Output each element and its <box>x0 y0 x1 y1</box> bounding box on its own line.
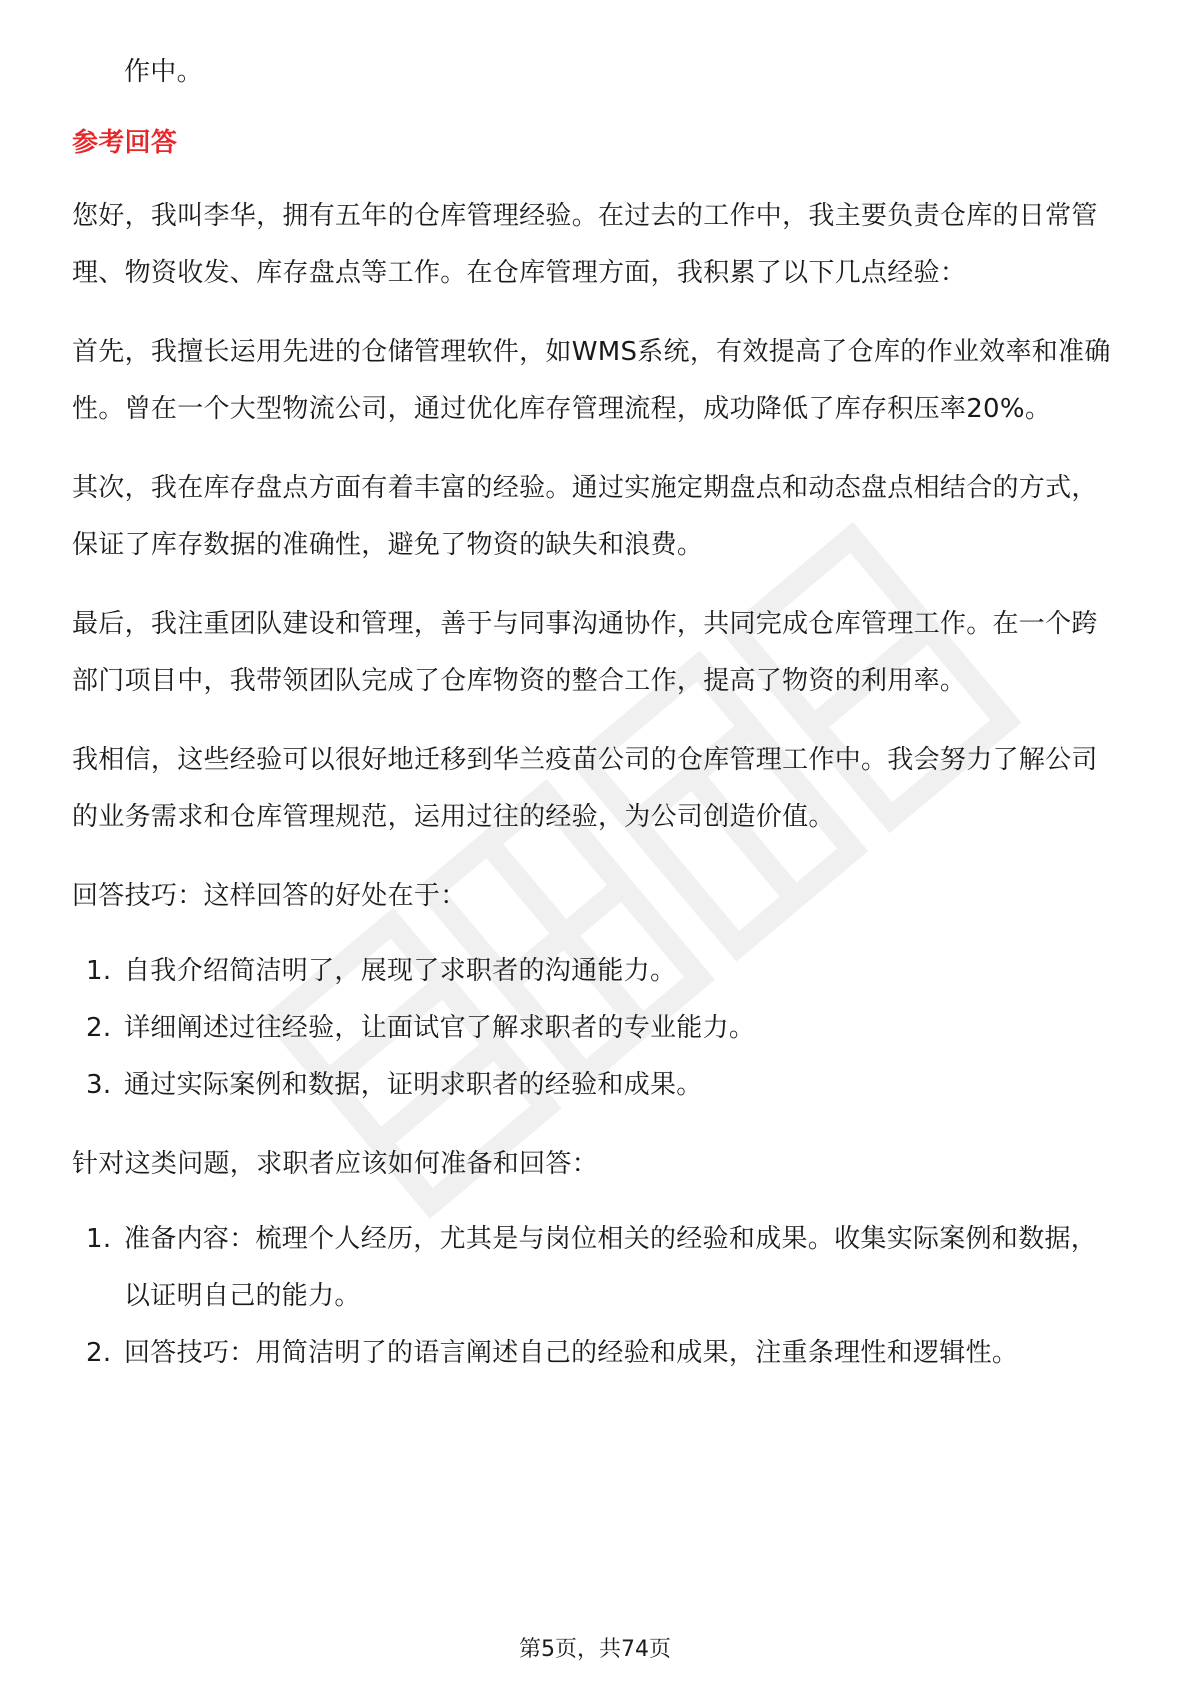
list-number: 3. <box>86 1070 112 1100</box>
list-item <box>72 1057 1118 1114</box>
section-title: 参考回答 <box>72 128 178 158</box>
prep-intro: 针对这类问题，求职者应该如何准备和回答： <box>72 1149 599 1179</box>
list-item <box>72 1000 1118 1057</box>
list-text: 通过实际案例和数据，证明求职者的经验和成果。 <box>124 1070 703 1100</box>
prep-list <box>72 1211 1118 1382</box>
answer-paragraph: 其次，我在库存盘点方面有着丰富的经验。通过实施定期盘点和动态盘点相结合的方式，保证了库存数据的准确性，避免了物资的缺失和浪费。 <box>72 473 1098 560</box>
list-text: 准备内容：梳理个人经历，尤其是与岗位相关的经验和成果。收集实际案例和数据，以证明自己的能力。 <box>124 1224 1098 1311</box>
list-number: 2. <box>86 1013 112 1043</box>
list-item <box>72 1325 1118 1382</box>
answer-paragraph: 我相信，这些经验可以很好地迁移到华兰疫苗公司的仓库管理工作中。我会努力了解公司的业务需求和仓库管理规范，运用过往的经验，为公司创造价值。 <box>72 745 1098 832</box>
list-item <box>72 1211 1118 1325</box>
page-footer: 第5页，共74页 <box>519 1637 671 1662</box>
tips-intro: 回答技巧：这样回答的好处在于： <box>72 881 467 911</box>
list-item <box>72 943 1118 1000</box>
continuation-text: 作中。 <box>124 57 203 87</box>
list-text: 回答技巧：用简洁明了的语言阐述自己的经验和成果，注重条理性和逻辑性。 <box>124 1338 1019 1368</box>
answer-paragraph: 首先，我擅长运用先进的仓储管理软件，如WMS系统，有效提高了仓库的作业效率和准确性。曾在一个大型物流公司，通过优化库存管理流程，成功降低了库存积压率20%。 <box>72 337 1111 424</box>
list-text: 自我介绍简洁明了，展现了求职者的沟通能力。 <box>124 956 677 986</box>
answer-paragraph: 您好，我叫李华，拥有五年的仓库管理经验。在过去的工作中，我主要负责仓库的日常管理、物资收发、库存盘点等工作。在仓库管理方面，我积累了以下几点经验： <box>72 201 1098 288</box>
list-number: 1. <box>86 1224 112 1254</box>
answer-paragraph: 最后，我注重团队建设和管理，善于与同事沟通协作，共同完成仓库管理工作。在一个跨部门项目中，我带领团队完成了仓库物资的整合工作，提高了物资的利用率。 <box>72 609 1098 696</box>
document-body <box>72 44 1118 1382</box>
list-number: 2. <box>86 1338 112 1368</box>
tips-list <box>72 943 1118 1114</box>
list-number: 1. <box>86 956 112 986</box>
list-text: 详细阐述过往经验，让面试官了解求职者的专业能力。 <box>124 1013 756 1043</box>
